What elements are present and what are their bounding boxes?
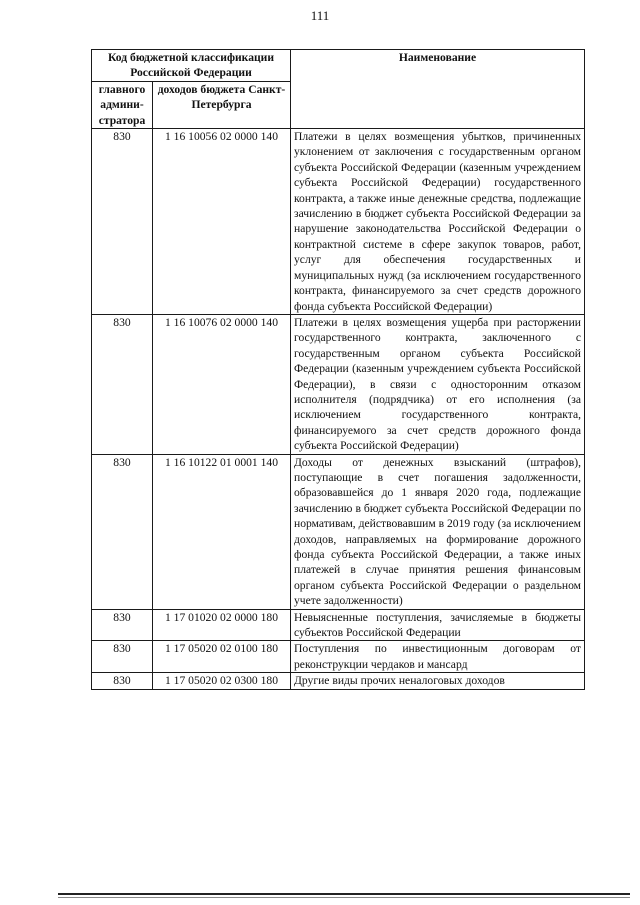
admin-code-cell: 830 — [92, 673, 153, 689]
revenue-code-cell: 1 17 01020 02 0000 180 — [153, 609, 291, 641]
name-cell: Платежи в целях возмещения ущерба при расторжении государственного контракта, заключенного с государственным органом субъекта Российской Федерации (казенным учреждением субъекта Российской Федерации), в связи с односторонним отказом исполнителя (подрядчика) от его исполнения (за исключением государственного контракта, финансируемого за счет средств дорожного фонда субъекта Российской Федерации) — [291, 314, 585, 454]
page-number: 111 — [310, 8, 330, 23]
header-row-top — [92, 50, 585, 82]
admin-code-cell: 830 — [92, 314, 153, 454]
admin-column-header: главного админи-стратора — [92, 81, 153, 128]
table-body — [92, 129, 585, 690]
revenue-column-header: доходов бюджета Санкт-Петербурга — [153, 81, 291, 128]
admin-code-cell: 830 — [92, 454, 153, 609]
name-cell: Невыясненные поступления, зачисляемые в бюджеты субъектов Российской Федерации — [291, 609, 585, 641]
revenue-code-cell: 1 16 10056 02 0000 140 — [153, 129, 291, 315]
admin-code-cell: 830 — [92, 129, 153, 315]
table-row — [92, 673, 585, 689]
revenue-code-cell: 1 17 05020 02 0300 180 — [153, 673, 291, 689]
table-row — [92, 129, 585, 315]
table-row — [92, 454, 585, 609]
table-row — [92, 641, 585, 673]
revenue-code-cell: 1 17 05020 02 0100 180 — [153, 641, 291, 673]
admin-code-cell: 830 — [92, 641, 153, 673]
admin-code-cell: 830 — [92, 609, 153, 641]
budget-classification-table — [91, 49, 585, 690]
code-group-header: Код бюджетной классификации Российской Федерации — [92, 50, 291, 82]
name-cell: Платежи в целях возмещения убытков, причиненных уклонением от заключения с государственным органом субъекта Российской Федерации (казенным учреждением субъекта Российской Федерации) государственного контракта, а также иные денежные средства, подлежащие зачислению в бюджет субъекта Российской Федерации за нарушение законодательства Российской Федерации о контрактной системе в сфере закупок товаров, работ, услуг для обеспечения государственных и муниципальных нужд (за исключением государственного контракта, финансируемого за счет средств дорожного фонда субъекта Российской Федерации) — [291, 129, 585, 315]
name-cell: Доходы от денежных взысканий (штрафов), поступающие в счет погашения задолженности, образовавшейся до 1 января 2020 года, подлежащие зачислению в бюджет субъекта Российской Федерации по нормативам, действовавшим в 2019 году (за исключением доходов, направляемых на формирование дорожного фонда субъекта Российской Федерации, а также иных платежей в случае принятия решения финансовым органом субъекта Российской Федерации о раздельном учете задолженности) — [291, 454, 585, 609]
name-cell: Другие виды прочих неналоговых доходов — [291, 673, 585, 689]
bottom-scan-rule-faint — [58, 897, 630, 898]
name-column-header: Наименование — [291, 50, 585, 129]
bottom-scan-rule — [58, 893, 630, 895]
name-cell: Поступления по инвестиционным договорам от реконструкции чердаков и мансард — [291, 641, 585, 673]
table-row — [92, 609, 585, 641]
table-header — [92, 50, 585, 129]
revenue-code-cell: 1 16 10122 01 0001 140 — [153, 454, 291, 609]
table-row — [92, 314, 585, 454]
revenue-code-cell: 1 16 10076 02 0000 140 — [153, 314, 291, 454]
